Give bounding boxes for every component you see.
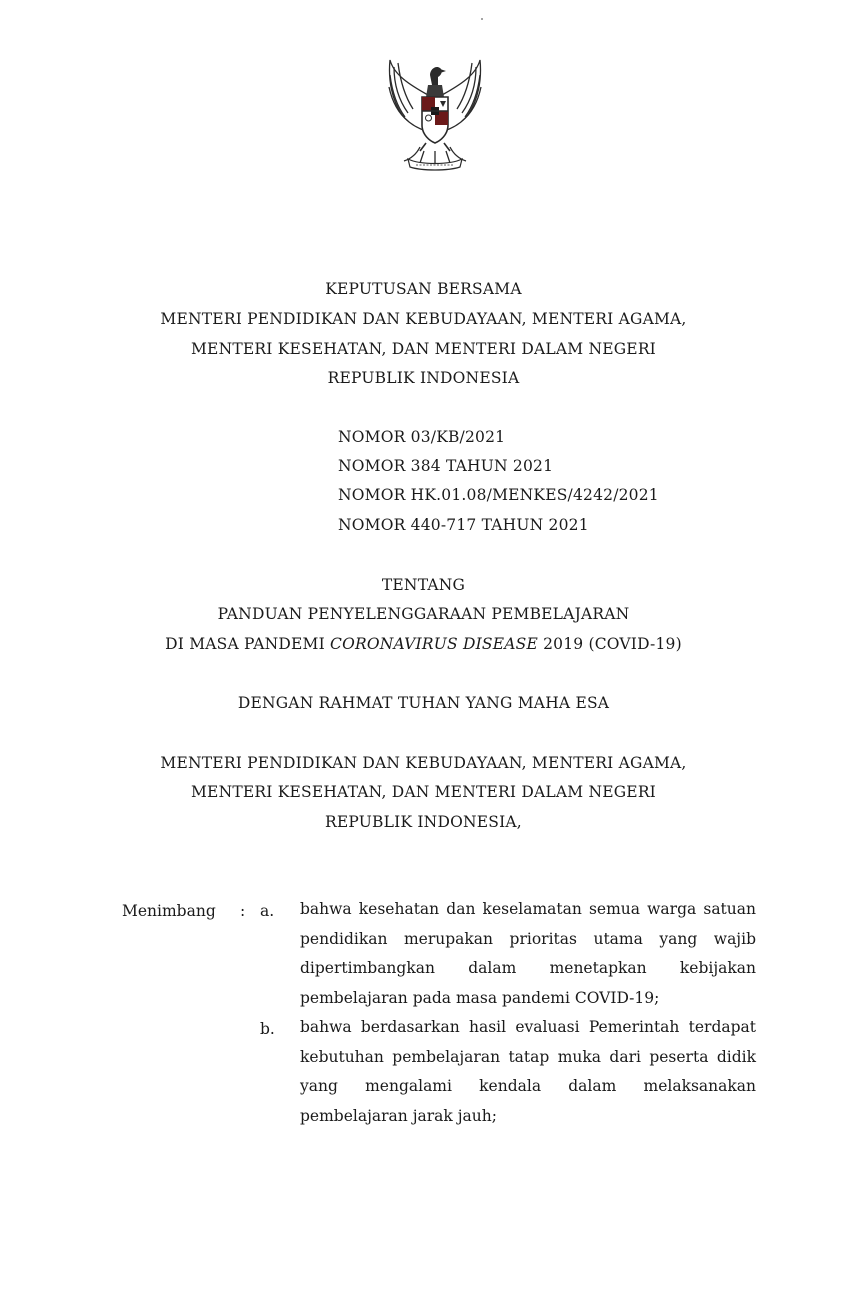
decree-number-1: NOMOR 03/KB/2021 bbox=[338, 428, 506, 446]
ministers-line-1: MENTERI PENDIDIKAN DAN KEBUDAYAAN, MENTERI AGAMA, bbox=[160, 754, 687, 772]
subject-line-2-italic: CORONAVIRUS DISEASE bbox=[330, 635, 538, 653]
subject-line-1: PANDUAN PENYELENGGARAAN PEMBELAJARAN bbox=[217, 605, 630, 623]
subject-line-2 bbox=[0, 635, 847, 653]
considering-item-a-text: bahwa kesehatan dan keselamatan semua warga satuan pendidikan merupakan prioritas utama yang wajib dipertimbangkan dalam menetapkan kebijakan pembelajaran pada masa pandemi COVID-19; bbox=[300, 900, 756, 1008]
considering-colon: : bbox=[240, 902, 246, 920]
garuda-emblem-icon bbox=[380, 55, 490, 175]
title-line-1: KEPUTUSAN BERSAMA bbox=[325, 280, 522, 298]
considering-item-b-text: bahwa berdasarkan hasil evaluasi Pemerintah terdapat kebutuhan pembelajaran tatap muka dari peserta didik yang mengalami kendala dalam melaksanakan pembelajaran jarak jauh; bbox=[300, 1018, 756, 1126]
considering-item-b-letter: b. bbox=[260, 1020, 275, 1038]
invocation: DENGAN RAHMAT TUHAN YANG MAHA ESA bbox=[237, 694, 610, 712]
title-line-4: REPUBLIK INDONESIA bbox=[327, 369, 520, 387]
subject-line-2-suffix: 2019 (COVID-19) bbox=[537, 635, 682, 653]
subject-tentang: TENTANG bbox=[381, 576, 466, 594]
subject-line-2-prefix: DI MASA PANDEMI bbox=[165, 635, 331, 653]
decree-number-2: NOMOR 384 TAHUN 2021 bbox=[338, 457, 554, 475]
title-line-2: MENTERI PENDIDIKAN DAN KEBUDAYAAN, MENTERI AGAMA, bbox=[160, 310, 687, 328]
ministers-line-3: REPUBLIK INDONESIA, bbox=[325, 813, 522, 831]
ministers-line-2: MENTERI KESEHATAN, DAN MENTERI DALAM NEGERI bbox=[190, 783, 657, 801]
decree-number-4: NOMOR 440-717 TAHUN 2021 bbox=[338, 516, 589, 534]
considering-label: Menimbang bbox=[122, 902, 216, 920]
title-line-3: MENTERI KESEHATAN, DAN MENTERI DALAM NEGERI bbox=[190, 340, 657, 358]
considering-item-a-letter: a. bbox=[260, 902, 275, 920]
scan-speck bbox=[481, 18, 483, 20]
decree-number-3: NOMOR HK.01.08/MENKES/4242/2021 bbox=[338, 486, 659, 504]
